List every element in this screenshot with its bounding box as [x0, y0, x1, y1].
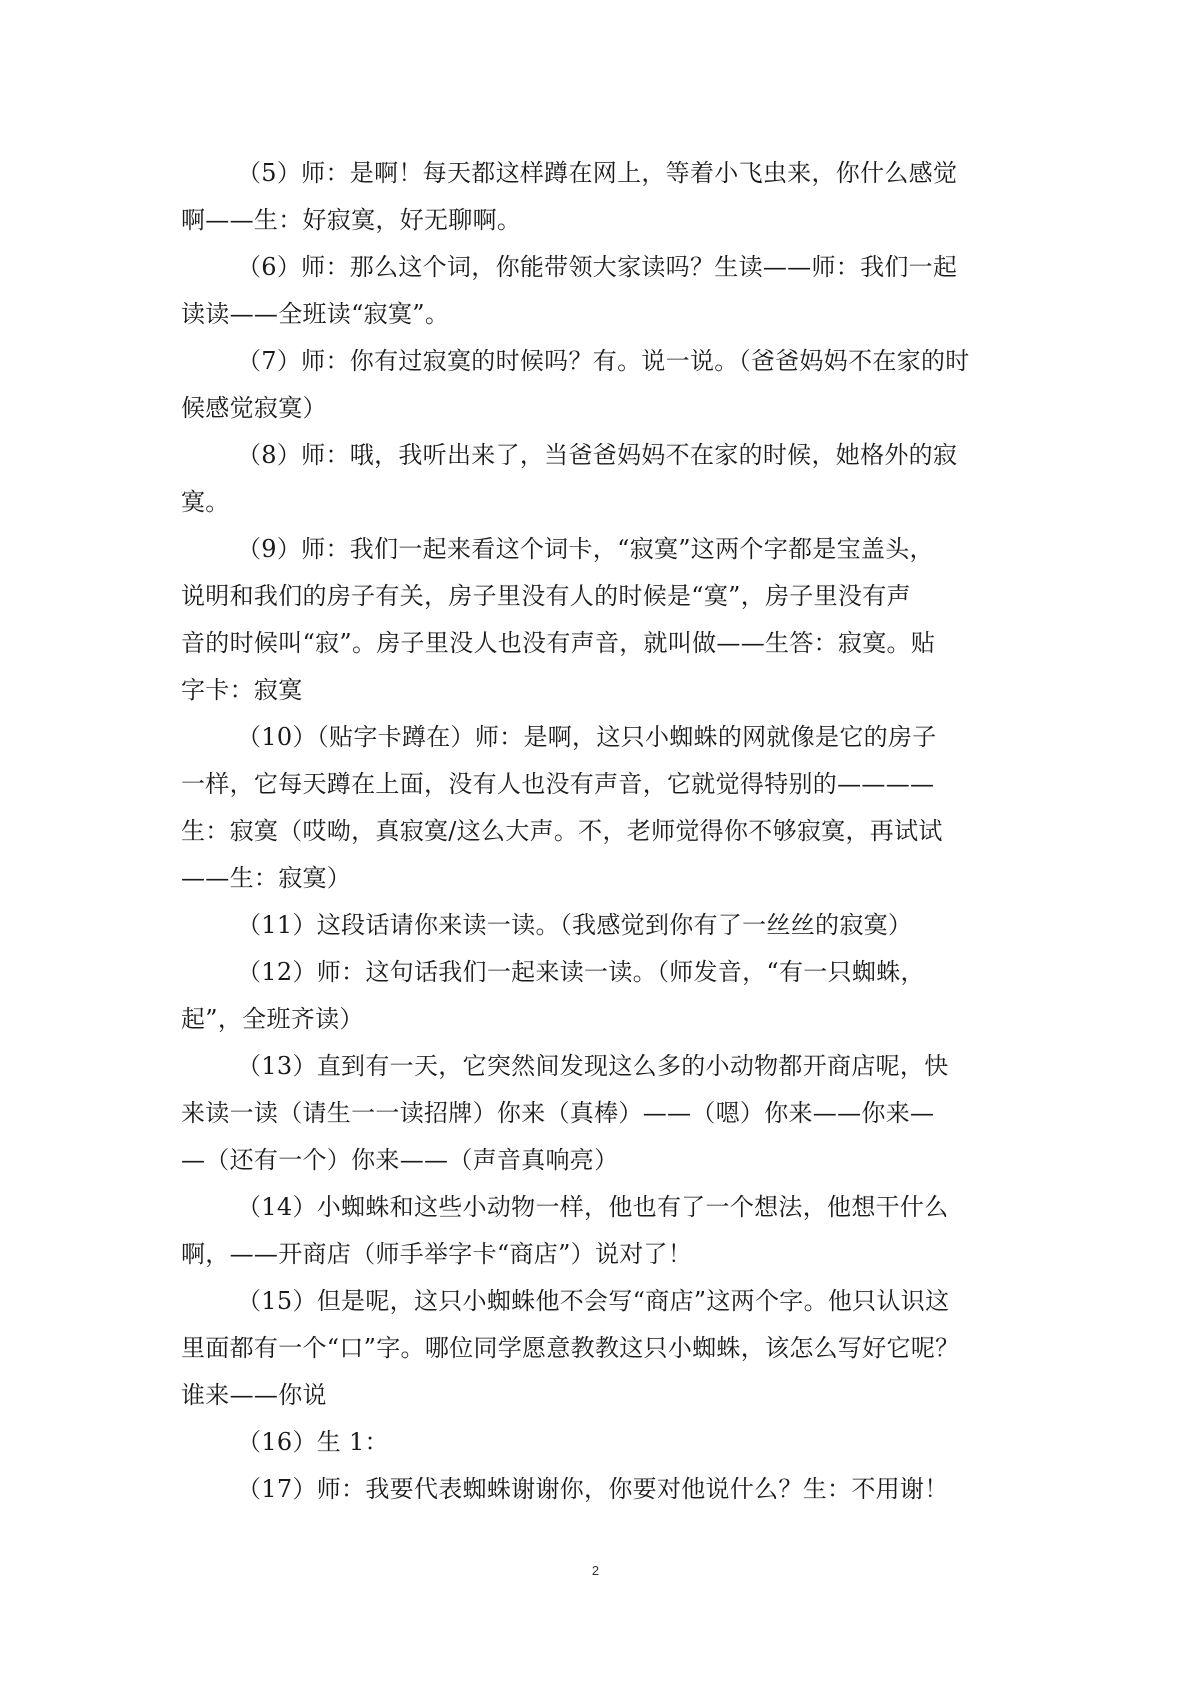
text-line: 谁来——你说	[181, 1381, 327, 1409]
text-line: （15）但是呢，这只小蜘蛛他不会写“商店”这两个字。他只认识这	[237, 1287, 950, 1315]
text-line: （13）直到有一天，它突然间发现这么多的小动物都开商店呢，快	[237, 1052, 949, 1080]
text-line: （7）师：你有过寂寞的时候吗？有。说一说。（爸爸妈妈不在家的时	[237, 347, 970, 375]
text-line: 字卡：寂寞	[181, 676, 303, 704]
text-line: 一样，它每天蹲在上面，没有人也没有声音，它就觉得特别的————	[181, 770, 935, 798]
text-line: 啊——生：好寂寞，好无聊啊。	[181, 206, 522, 234]
text-line: （9）师：我们一起来看这个词卡，“寂寞”这两个字都是宝盖头，	[237, 535, 934, 563]
text-line: 音的时候叫“寂”。房子里没人也没有声音，就叫做——生答：寂寞。贴	[181, 629, 936, 657]
text-line: —（还有一个）你来——（声音真响亮）	[181, 1146, 619, 1174]
text-line: 说明和我们的房子有关，房子里没有人的时候是“寞”，房子里没有声	[181, 582, 911, 610]
text-line: 来读一读（请生一一读招牌）你来（真棒）——（嗯）你来——你来—	[181, 1099, 935, 1127]
text-line: 寞。	[181, 488, 230, 516]
text-line: （8）师：哦，我听出来了，当爸爸妈妈不在家的时候，她格外的寂	[237, 441, 958, 469]
text-line: （11）这段话请你来读一读。（我感觉到你有了一丝丝的寂寞）	[237, 911, 913, 939]
text-line: 候感觉寂寞）	[181, 394, 327, 422]
text-line: 读读——全班读“寂寞”。	[181, 300, 450, 328]
text-line: ——生：寂寞）	[181, 864, 352, 892]
text-line: （5）师：是啊！每天都这样蹲在网上，等着小飞虫来，你什么感觉	[237, 159, 958, 187]
text-line: （16）生 1：	[237, 1428, 389, 1456]
text-line: （17）师：我要代表蜘蛛谢谢你，你要对他说什么？生：不用谢！	[237, 1475, 949, 1503]
page-number: 2	[591, 1563, 600, 1578]
document-body	[181, 150, 1021, 1513]
text-line: 生：寂寞（哎呦，真寂寞/这么大声。不，老师觉得你不够寂寞，再试试	[181, 817, 943, 845]
text-line: （10）（贴字卡蹲在）师：是啊，这只小蜘蛛的网就像是它的房子	[237, 723, 937, 751]
text-line: （12）师：这句话我们一起来读一读。（师发音，“有一只蜘蛛，	[237, 958, 925, 986]
text-line: （6）师：那么这个词，你能带领大家读吗？生读——师：我们一起	[237, 253, 958, 281]
text-line: 啊，——开商店（师手举字卡“商店”）说对了！	[181, 1240, 693, 1268]
text-line: 起”，全班齐读）	[181, 1005, 364, 1033]
text-line: （14）小蜘蛛和这些小动物一样，他也有了一个想法，他想干什么	[237, 1193, 949, 1221]
text-line: 里面都有一个“口”字。哪位同学愿意教教这只小蜘蛛，该怎么写好它呢？	[181, 1334, 960, 1362]
